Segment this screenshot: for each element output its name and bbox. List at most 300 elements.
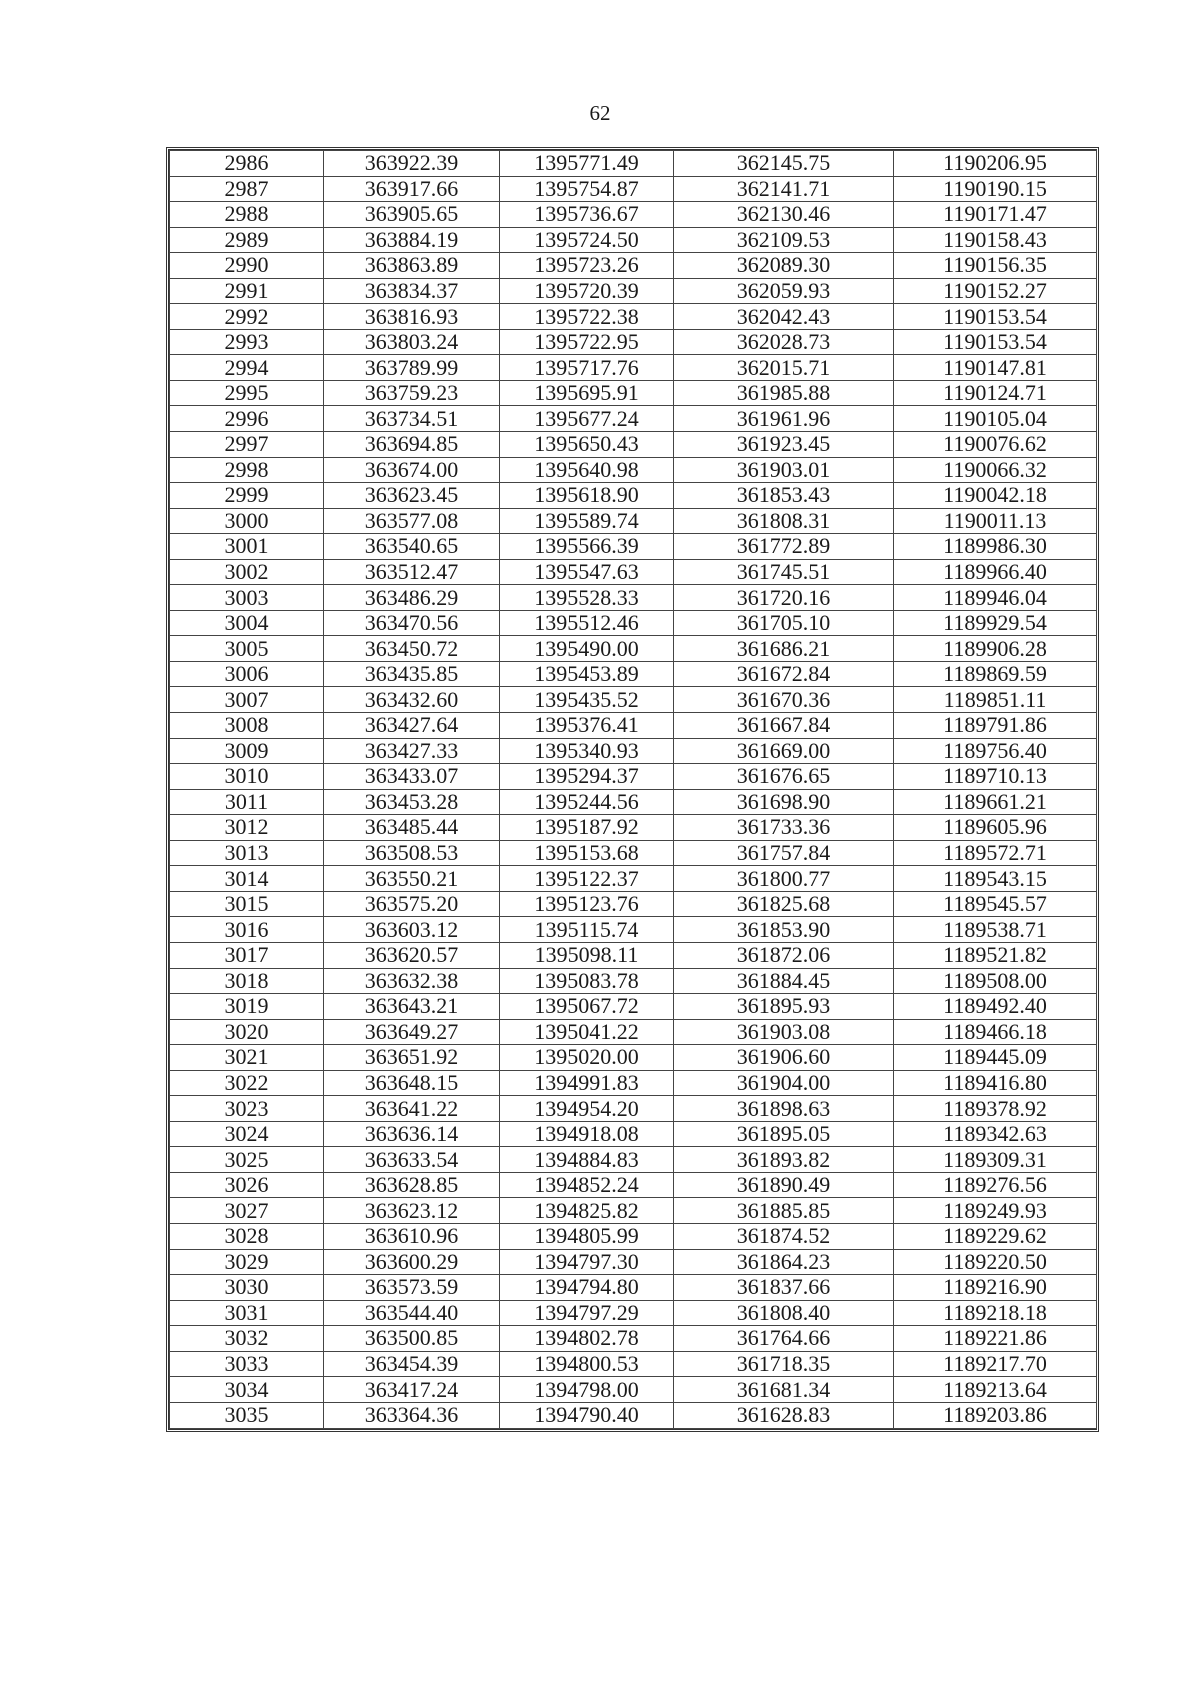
y1-coordinate-cell: 1395720.39 bbox=[500, 278, 674, 304]
x2-coordinate-cell: 361757.84 bbox=[674, 840, 894, 866]
x1-coordinate-cell: 363512.47 bbox=[324, 559, 500, 585]
y1-coordinate-cell: 1395083.78 bbox=[500, 968, 674, 994]
table-row bbox=[170, 278, 1097, 304]
x1-coordinate-cell: 363759.23 bbox=[324, 380, 500, 406]
coordinates-table-frame bbox=[166, 147, 1099, 1432]
y2-coordinate-cell: 1190158.43 bbox=[894, 227, 1097, 253]
table-row bbox=[170, 866, 1097, 892]
point-number-cell: 3029 bbox=[170, 1249, 324, 1275]
y1-coordinate-cell: 1395736.67 bbox=[500, 202, 674, 228]
y2-coordinate-cell: 1189545.57 bbox=[894, 891, 1097, 917]
point-number-cell: 3021 bbox=[170, 1045, 324, 1071]
y1-coordinate-cell: 1394918.08 bbox=[500, 1121, 674, 1147]
point-number-cell: 3024 bbox=[170, 1121, 324, 1147]
table-row bbox=[170, 1096, 1097, 1122]
y1-coordinate-cell: 1394884.83 bbox=[500, 1147, 674, 1173]
point-number-cell: 3016 bbox=[170, 917, 324, 943]
point-number-cell: 3025 bbox=[170, 1147, 324, 1173]
y1-coordinate-cell: 1394825.82 bbox=[500, 1198, 674, 1224]
y1-coordinate-cell: 1395153.68 bbox=[500, 840, 674, 866]
y2-coordinate-cell: 1190206.95 bbox=[894, 151, 1097, 177]
x1-coordinate-cell: 363643.21 bbox=[324, 994, 500, 1020]
x2-coordinate-cell: 362089.30 bbox=[674, 253, 894, 279]
x2-coordinate-cell: 361853.43 bbox=[674, 483, 894, 509]
x2-coordinate-cell: 361872.06 bbox=[674, 942, 894, 968]
table-row bbox=[170, 661, 1097, 687]
y2-coordinate-cell: 1189229.62 bbox=[894, 1223, 1097, 1249]
point-number-cell: 3003 bbox=[170, 585, 324, 611]
point-number-cell: 3001 bbox=[170, 534, 324, 560]
point-number-cell: 3030 bbox=[170, 1275, 324, 1301]
coordinates-table bbox=[169, 150, 1097, 1429]
y2-coordinate-cell: 1189217.70 bbox=[894, 1351, 1097, 1377]
x2-coordinate-cell: 362145.75 bbox=[674, 151, 894, 177]
y2-coordinate-cell: 1189946.04 bbox=[894, 585, 1097, 611]
x1-coordinate-cell: 363884.19 bbox=[324, 227, 500, 253]
point-number-cell: 3002 bbox=[170, 559, 324, 585]
y1-coordinate-cell: 1395244.56 bbox=[500, 789, 674, 815]
y1-coordinate-cell: 1395340.93 bbox=[500, 738, 674, 764]
y2-coordinate-cell: 1190152.27 bbox=[894, 278, 1097, 304]
y2-coordinate-cell: 1189605.96 bbox=[894, 815, 1097, 841]
y2-coordinate-cell: 1190042.18 bbox=[894, 483, 1097, 509]
table-row bbox=[170, 329, 1097, 355]
point-number-cell: 3012 bbox=[170, 815, 324, 841]
x2-coordinate-cell: 361825.68 bbox=[674, 891, 894, 917]
table-row bbox=[170, 1121, 1097, 1147]
x2-coordinate-cell: 361890.49 bbox=[674, 1172, 894, 1198]
y2-coordinate-cell: 1189966.40 bbox=[894, 559, 1097, 585]
y2-coordinate-cell: 1189986.30 bbox=[894, 534, 1097, 560]
x1-coordinate-cell: 363573.59 bbox=[324, 1275, 500, 1301]
x1-coordinate-cell: 363577.08 bbox=[324, 508, 500, 534]
x1-coordinate-cell: 363789.99 bbox=[324, 355, 500, 381]
table-row bbox=[170, 1147, 1097, 1173]
x2-coordinate-cell: 361676.65 bbox=[674, 764, 894, 790]
y1-coordinate-cell: 1395589.74 bbox=[500, 508, 674, 534]
table-row bbox=[170, 1223, 1097, 1249]
table-row bbox=[170, 1402, 1097, 1428]
x2-coordinate-cell: 361670.36 bbox=[674, 687, 894, 713]
table-row bbox=[170, 1249, 1097, 1275]
x2-coordinate-cell: 361904.00 bbox=[674, 1070, 894, 1096]
y2-coordinate-cell: 1189309.31 bbox=[894, 1147, 1097, 1173]
x1-coordinate-cell: 363485.44 bbox=[324, 815, 500, 841]
point-number-cell: 3018 bbox=[170, 968, 324, 994]
x2-coordinate-cell: 361837.66 bbox=[674, 1275, 894, 1301]
table-row bbox=[170, 1070, 1097, 1096]
y1-coordinate-cell: 1395724.50 bbox=[500, 227, 674, 253]
table-row bbox=[170, 713, 1097, 739]
x1-coordinate-cell: 363540.65 bbox=[324, 534, 500, 560]
table-row bbox=[170, 1275, 1097, 1301]
x1-coordinate-cell: 363550.21 bbox=[324, 866, 500, 892]
point-number-cell: 2998 bbox=[170, 457, 324, 483]
point-number-cell: 2995 bbox=[170, 380, 324, 406]
point-number-cell: 3017 bbox=[170, 942, 324, 968]
y1-coordinate-cell: 1394852.24 bbox=[500, 1172, 674, 1198]
table-row bbox=[170, 1172, 1097, 1198]
table-row bbox=[170, 764, 1097, 790]
y2-coordinate-cell: 1189220.50 bbox=[894, 1249, 1097, 1275]
x2-coordinate-cell: 361898.63 bbox=[674, 1096, 894, 1122]
point-number-cell: 3013 bbox=[170, 840, 324, 866]
y2-coordinate-cell: 1189492.40 bbox=[894, 994, 1097, 1020]
x2-coordinate-cell: 361720.16 bbox=[674, 585, 894, 611]
x1-coordinate-cell: 363620.57 bbox=[324, 942, 500, 968]
y1-coordinate-cell: 1394790.40 bbox=[500, 1402, 674, 1428]
table-row bbox=[170, 1198, 1097, 1224]
x2-coordinate-cell: 361764.66 bbox=[674, 1326, 894, 1352]
point-number-cell: 2988 bbox=[170, 202, 324, 228]
x1-coordinate-cell: 363450.72 bbox=[324, 636, 500, 662]
x2-coordinate-cell: 362059.93 bbox=[674, 278, 894, 304]
y2-coordinate-cell: 1190156.35 bbox=[894, 253, 1097, 279]
y2-coordinate-cell: 1189543.15 bbox=[894, 866, 1097, 892]
y1-coordinate-cell: 1394800.53 bbox=[500, 1351, 674, 1377]
y1-coordinate-cell: 1394797.30 bbox=[500, 1249, 674, 1275]
table-row bbox=[170, 432, 1097, 458]
point-number-cell: 3034 bbox=[170, 1377, 324, 1403]
y2-coordinate-cell: 1189216.90 bbox=[894, 1275, 1097, 1301]
y1-coordinate-cell: 1395722.38 bbox=[500, 304, 674, 330]
x1-coordinate-cell: 363632.38 bbox=[324, 968, 500, 994]
y2-coordinate-cell: 1189378.92 bbox=[894, 1096, 1097, 1122]
table-row bbox=[170, 738, 1097, 764]
point-number-cell: 2997 bbox=[170, 432, 324, 458]
y2-coordinate-cell: 1190153.54 bbox=[894, 304, 1097, 330]
table-row bbox=[170, 610, 1097, 636]
point-number-cell: 2992 bbox=[170, 304, 324, 330]
x1-coordinate-cell: 363734.51 bbox=[324, 406, 500, 432]
table-row bbox=[170, 968, 1097, 994]
table-row bbox=[170, 202, 1097, 228]
y2-coordinate-cell: 1189756.40 bbox=[894, 738, 1097, 764]
x1-coordinate-cell: 363803.24 bbox=[324, 329, 500, 355]
y2-coordinate-cell: 1190066.32 bbox=[894, 457, 1097, 483]
y2-coordinate-cell: 1189218.18 bbox=[894, 1300, 1097, 1326]
x1-coordinate-cell: 363641.22 bbox=[324, 1096, 500, 1122]
table-row bbox=[170, 917, 1097, 943]
y2-coordinate-cell: 1189572.71 bbox=[894, 840, 1097, 866]
y1-coordinate-cell: 1395067.72 bbox=[500, 994, 674, 1020]
y1-coordinate-cell: 1394797.29 bbox=[500, 1300, 674, 1326]
point-number-cell: 3023 bbox=[170, 1096, 324, 1122]
x2-coordinate-cell: 361718.35 bbox=[674, 1351, 894, 1377]
x1-coordinate-cell: 363427.33 bbox=[324, 738, 500, 764]
y2-coordinate-cell: 1189213.64 bbox=[894, 1377, 1097, 1403]
x2-coordinate-cell: 361667.84 bbox=[674, 713, 894, 739]
y1-coordinate-cell: 1395453.89 bbox=[500, 661, 674, 687]
table-row bbox=[170, 815, 1097, 841]
table-row bbox=[170, 253, 1097, 279]
point-number-cell: 2990 bbox=[170, 253, 324, 279]
x2-coordinate-cell: 361808.40 bbox=[674, 1300, 894, 1326]
x2-coordinate-cell: 361903.08 bbox=[674, 1019, 894, 1045]
y2-coordinate-cell: 1189538.71 bbox=[894, 917, 1097, 943]
x1-coordinate-cell: 363922.39 bbox=[324, 151, 500, 177]
x2-coordinate-cell: 361874.52 bbox=[674, 1223, 894, 1249]
y2-coordinate-cell: 1189276.56 bbox=[894, 1172, 1097, 1198]
x1-coordinate-cell: 363694.85 bbox=[324, 432, 500, 458]
x2-coordinate-cell: 361893.82 bbox=[674, 1147, 894, 1173]
x2-coordinate-cell: 361895.93 bbox=[674, 994, 894, 1020]
x2-coordinate-cell: 361895.05 bbox=[674, 1121, 894, 1147]
y1-coordinate-cell: 1395677.24 bbox=[500, 406, 674, 432]
y2-coordinate-cell: 1189445.09 bbox=[894, 1045, 1097, 1071]
point-number-cell: 2986 bbox=[170, 151, 324, 177]
point-number-cell: 3004 bbox=[170, 610, 324, 636]
point-number-cell: 3015 bbox=[170, 891, 324, 917]
table-row bbox=[170, 585, 1097, 611]
point-number-cell: 3014 bbox=[170, 866, 324, 892]
y2-coordinate-cell: 1190147.81 bbox=[894, 355, 1097, 381]
x2-coordinate-cell: 361745.51 bbox=[674, 559, 894, 585]
x1-coordinate-cell: 363364.36 bbox=[324, 1402, 500, 1428]
x1-coordinate-cell: 363470.56 bbox=[324, 610, 500, 636]
y1-coordinate-cell: 1395020.00 bbox=[500, 1045, 674, 1071]
table-row bbox=[170, 508, 1097, 534]
table-row bbox=[170, 1351, 1097, 1377]
x1-coordinate-cell: 363417.24 bbox=[324, 1377, 500, 1403]
x1-coordinate-cell: 363575.20 bbox=[324, 891, 500, 917]
x1-coordinate-cell: 363648.15 bbox=[324, 1070, 500, 1096]
x2-coordinate-cell: 362130.46 bbox=[674, 202, 894, 228]
y2-coordinate-cell: 1190011.13 bbox=[894, 508, 1097, 534]
x1-coordinate-cell: 363544.40 bbox=[324, 1300, 500, 1326]
table-row bbox=[170, 840, 1097, 866]
point-number-cell: 3033 bbox=[170, 1351, 324, 1377]
y1-coordinate-cell: 1395122.37 bbox=[500, 866, 674, 892]
y1-coordinate-cell: 1395650.43 bbox=[500, 432, 674, 458]
y1-coordinate-cell: 1395723.26 bbox=[500, 253, 674, 279]
table-row bbox=[170, 227, 1097, 253]
y2-coordinate-cell: 1189221.86 bbox=[894, 1326, 1097, 1352]
table-row bbox=[170, 380, 1097, 406]
y2-coordinate-cell: 1189342.63 bbox=[894, 1121, 1097, 1147]
point-number-cell: 3022 bbox=[170, 1070, 324, 1096]
point-number-cell: 2987 bbox=[170, 176, 324, 202]
y2-coordinate-cell: 1189869.59 bbox=[894, 661, 1097, 687]
y1-coordinate-cell: 1395294.37 bbox=[500, 764, 674, 790]
point-number-cell: 3020 bbox=[170, 1019, 324, 1045]
y1-coordinate-cell: 1395435.52 bbox=[500, 687, 674, 713]
y2-coordinate-cell: 1189508.00 bbox=[894, 968, 1097, 994]
table-row bbox=[170, 457, 1097, 483]
x1-coordinate-cell: 363905.65 bbox=[324, 202, 500, 228]
point-number-cell: 3019 bbox=[170, 994, 324, 1020]
y1-coordinate-cell: 1395512.46 bbox=[500, 610, 674, 636]
y1-coordinate-cell: 1394954.20 bbox=[500, 1096, 674, 1122]
x1-coordinate-cell: 363816.93 bbox=[324, 304, 500, 330]
x1-coordinate-cell: 363508.53 bbox=[324, 840, 500, 866]
x1-coordinate-cell: 363623.45 bbox=[324, 483, 500, 509]
point-number-cell: 3031 bbox=[170, 1300, 324, 1326]
table-row bbox=[170, 483, 1097, 509]
y1-coordinate-cell: 1395528.33 bbox=[500, 585, 674, 611]
y1-coordinate-cell: 1394802.78 bbox=[500, 1326, 674, 1352]
x2-coordinate-cell: 361772.89 bbox=[674, 534, 894, 560]
coordinates-table-body bbox=[170, 151, 1097, 1429]
x2-coordinate-cell: 361705.10 bbox=[674, 610, 894, 636]
y2-coordinate-cell: 1189661.21 bbox=[894, 789, 1097, 815]
table-row bbox=[170, 559, 1097, 585]
x1-coordinate-cell: 363863.89 bbox=[324, 253, 500, 279]
table-row bbox=[170, 1377, 1097, 1403]
point-number-cell: 3028 bbox=[170, 1223, 324, 1249]
y2-coordinate-cell: 1190076.62 bbox=[894, 432, 1097, 458]
page-number: 62 bbox=[589, 101, 611, 125]
x2-coordinate-cell: 362015.71 bbox=[674, 355, 894, 381]
point-number-cell: 3000 bbox=[170, 508, 324, 534]
table-row bbox=[170, 176, 1097, 202]
x2-coordinate-cell: 361698.90 bbox=[674, 789, 894, 815]
y1-coordinate-cell: 1395717.76 bbox=[500, 355, 674, 381]
point-number-cell: 3010 bbox=[170, 764, 324, 790]
y2-coordinate-cell: 1189416.80 bbox=[894, 1070, 1097, 1096]
x2-coordinate-cell: 361985.88 bbox=[674, 380, 894, 406]
y2-coordinate-cell: 1190190.15 bbox=[894, 176, 1097, 202]
x2-coordinate-cell: 362141.71 bbox=[674, 176, 894, 202]
x1-coordinate-cell: 363628.85 bbox=[324, 1172, 500, 1198]
x1-coordinate-cell: 363500.85 bbox=[324, 1326, 500, 1352]
x1-coordinate-cell: 363917.66 bbox=[324, 176, 500, 202]
point-number-cell: 3005 bbox=[170, 636, 324, 662]
y2-coordinate-cell: 1189466.18 bbox=[894, 1019, 1097, 1045]
x2-coordinate-cell: 361903.01 bbox=[674, 457, 894, 483]
y1-coordinate-cell: 1395722.95 bbox=[500, 329, 674, 355]
table-row bbox=[170, 891, 1097, 917]
x1-coordinate-cell: 363636.14 bbox=[324, 1121, 500, 1147]
point-number-cell: 2991 bbox=[170, 278, 324, 304]
y1-coordinate-cell: 1395618.90 bbox=[500, 483, 674, 509]
point-number-cell: 3009 bbox=[170, 738, 324, 764]
table-row bbox=[170, 1300, 1097, 1326]
x1-coordinate-cell: 363432.60 bbox=[324, 687, 500, 713]
x2-coordinate-cell: 361923.45 bbox=[674, 432, 894, 458]
point-number-cell: 3011 bbox=[170, 789, 324, 815]
y1-coordinate-cell: 1395115.74 bbox=[500, 917, 674, 943]
table-row bbox=[170, 942, 1097, 968]
point-number-cell: 2993 bbox=[170, 329, 324, 355]
point-number-cell: 3027 bbox=[170, 1198, 324, 1224]
x2-coordinate-cell: 361800.77 bbox=[674, 866, 894, 892]
x2-coordinate-cell: 362109.53 bbox=[674, 227, 894, 253]
x1-coordinate-cell: 363603.12 bbox=[324, 917, 500, 943]
x2-coordinate-cell: 361669.00 bbox=[674, 738, 894, 764]
y1-coordinate-cell: 1395695.91 bbox=[500, 380, 674, 406]
table-row bbox=[170, 1019, 1097, 1045]
y1-coordinate-cell: 1394805.99 bbox=[500, 1223, 674, 1249]
y1-coordinate-cell: 1395566.39 bbox=[500, 534, 674, 560]
x2-coordinate-cell: 361885.85 bbox=[674, 1198, 894, 1224]
table-row bbox=[170, 534, 1097, 560]
y2-coordinate-cell: 1189710.13 bbox=[894, 764, 1097, 790]
x1-coordinate-cell: 363600.29 bbox=[324, 1249, 500, 1275]
point-number-cell: 3035 bbox=[170, 1402, 324, 1428]
y2-coordinate-cell: 1189249.93 bbox=[894, 1198, 1097, 1224]
x1-coordinate-cell: 363633.54 bbox=[324, 1147, 500, 1173]
y2-coordinate-cell: 1190171.47 bbox=[894, 202, 1097, 228]
x1-coordinate-cell: 363486.29 bbox=[324, 585, 500, 611]
x2-coordinate-cell: 361628.83 bbox=[674, 1402, 894, 1428]
x2-coordinate-cell: 361808.31 bbox=[674, 508, 894, 534]
table-row bbox=[170, 636, 1097, 662]
point-number-cell: 2996 bbox=[170, 406, 324, 432]
y2-coordinate-cell: 1190124.71 bbox=[894, 380, 1097, 406]
y1-coordinate-cell: 1394798.00 bbox=[500, 1377, 674, 1403]
point-number-cell: 3032 bbox=[170, 1326, 324, 1352]
y1-coordinate-cell: 1395123.76 bbox=[500, 891, 674, 917]
y2-coordinate-cell: 1189521.82 bbox=[894, 942, 1097, 968]
point-number-cell: 3006 bbox=[170, 661, 324, 687]
point-number-cell: 3008 bbox=[170, 713, 324, 739]
x2-coordinate-cell: 361961.96 bbox=[674, 406, 894, 432]
x1-coordinate-cell: 363454.39 bbox=[324, 1351, 500, 1377]
x2-coordinate-cell: 362042.43 bbox=[674, 304, 894, 330]
y1-coordinate-cell: 1395041.22 bbox=[500, 1019, 674, 1045]
y2-coordinate-cell: 1189203.86 bbox=[894, 1402, 1097, 1428]
x1-coordinate-cell: 363834.37 bbox=[324, 278, 500, 304]
x2-coordinate-cell: 361853.90 bbox=[674, 917, 894, 943]
y2-coordinate-cell: 1190153.54 bbox=[894, 329, 1097, 355]
x1-coordinate-cell: 363649.27 bbox=[324, 1019, 500, 1045]
x1-coordinate-cell: 363610.96 bbox=[324, 1223, 500, 1249]
x1-coordinate-cell: 363435.85 bbox=[324, 661, 500, 687]
table-row bbox=[170, 355, 1097, 381]
x1-coordinate-cell: 363674.00 bbox=[324, 457, 500, 483]
y2-coordinate-cell: 1189791.86 bbox=[894, 713, 1097, 739]
table-row bbox=[170, 1326, 1097, 1352]
x2-coordinate-cell: 361686.21 bbox=[674, 636, 894, 662]
x2-coordinate-cell: 361733.36 bbox=[674, 815, 894, 841]
y1-coordinate-cell: 1395771.49 bbox=[500, 151, 674, 177]
x2-coordinate-cell: 361884.45 bbox=[674, 968, 894, 994]
y1-coordinate-cell: 1395376.41 bbox=[500, 713, 674, 739]
point-number-cell: 2999 bbox=[170, 483, 324, 509]
table-row bbox=[170, 994, 1097, 1020]
x1-coordinate-cell: 363651.92 bbox=[324, 1045, 500, 1071]
x2-coordinate-cell: 362028.73 bbox=[674, 329, 894, 355]
table-row bbox=[170, 1045, 1097, 1071]
x2-coordinate-cell: 361906.60 bbox=[674, 1045, 894, 1071]
x1-coordinate-cell: 363453.28 bbox=[324, 789, 500, 815]
x1-coordinate-cell: 363623.12 bbox=[324, 1198, 500, 1224]
y1-coordinate-cell: 1395490.00 bbox=[500, 636, 674, 662]
y2-coordinate-cell: 1190105.04 bbox=[894, 406, 1097, 432]
y1-coordinate-cell: 1395754.87 bbox=[500, 176, 674, 202]
x2-coordinate-cell: 361681.34 bbox=[674, 1377, 894, 1403]
y2-coordinate-cell: 1189906.28 bbox=[894, 636, 1097, 662]
x1-coordinate-cell: 363427.64 bbox=[324, 713, 500, 739]
table-row bbox=[170, 687, 1097, 713]
y1-coordinate-cell: 1395187.92 bbox=[500, 815, 674, 841]
y2-coordinate-cell: 1189851.11 bbox=[894, 687, 1097, 713]
x2-coordinate-cell: 361864.23 bbox=[674, 1249, 894, 1275]
point-number-cell: 3026 bbox=[170, 1172, 324, 1198]
y1-coordinate-cell: 1395547.63 bbox=[500, 559, 674, 585]
y1-coordinate-cell: 1394794.80 bbox=[500, 1275, 674, 1301]
point-number-cell: 2994 bbox=[170, 355, 324, 381]
table-row bbox=[170, 304, 1097, 330]
point-number-cell: 3007 bbox=[170, 687, 324, 713]
x2-coordinate-cell: 361672.84 bbox=[674, 661, 894, 687]
table-row bbox=[170, 789, 1097, 815]
x1-coordinate-cell: 363433.07 bbox=[324, 764, 500, 790]
point-number-cell: 2989 bbox=[170, 227, 324, 253]
y2-coordinate-cell: 1189929.54 bbox=[894, 610, 1097, 636]
y1-coordinate-cell: 1395098.11 bbox=[500, 942, 674, 968]
